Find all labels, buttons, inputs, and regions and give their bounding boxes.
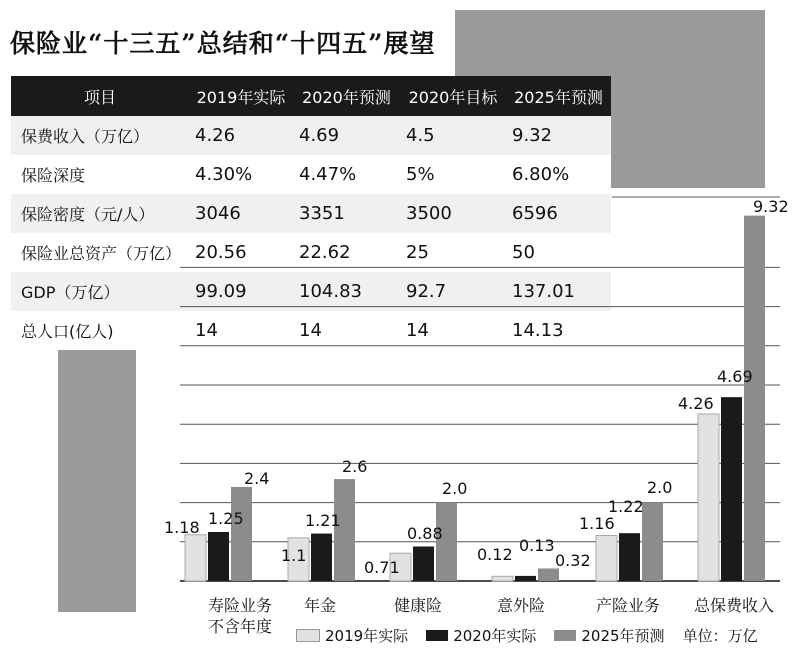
bar	[492, 576, 513, 581]
legend-label: 2025年预测	[581, 627, 665, 645]
category-label: 意外险	[496, 596, 546, 615]
bar-value-label: 1.1	[281, 546, 307, 565]
bar	[311, 534, 332, 581]
bar-value-label: 0.32	[555, 551, 591, 570]
bar	[596, 536, 617, 581]
category-label: 年金	[303, 596, 337, 615]
bar	[744, 216, 765, 581]
bar	[698, 414, 719, 581]
table-cell: 4.5	[406, 125, 435, 146]
unit-label: 单位：万亿	[682, 627, 758, 645]
bar-value-label: 1.16	[579, 514, 615, 533]
table-cell: 9.32	[512, 125, 553, 146]
table-header: 2025年预测	[514, 87, 603, 107]
bar	[538, 568, 559, 581]
bar	[721, 397, 742, 581]
table-cell: 3046	[195, 203, 241, 224]
table-cell: 25	[406, 242, 429, 263]
category-label: 总保费收入	[693, 596, 775, 615]
bar-value-label: 1.21	[305, 511, 341, 530]
table-cell: 14	[406, 320, 429, 341]
bar	[208, 532, 229, 581]
table-cell: 92.7	[406, 281, 447, 302]
table-header: 2020年目标	[408, 87, 498, 107]
legend-swatch	[296, 629, 320, 642]
row-label: 保险密度（元/人）	[21, 205, 155, 224]
table-cell: 20.56	[195, 242, 247, 263]
bar	[515, 576, 536, 581]
row-label: 保费收入（万亿）	[21, 127, 150, 146]
chart-legend	[296, 625, 758, 646]
legend-item	[554, 625, 664, 646]
bar-value-label: 9.32	[753, 197, 789, 216]
bar-value-label: 2.0	[647, 478, 673, 497]
bar-value-label: 4.69	[717, 367, 753, 386]
table-cell: 4.47%	[299, 164, 357, 185]
page-title: 保险业“十三五”总结和“十四五”展望	[10, 29, 436, 58]
legend-item	[296, 625, 408, 646]
legend-item	[426, 625, 536, 646]
table-cell: 14	[299, 320, 322, 341]
category-label: 健康险	[393, 596, 443, 615]
table-cell: 50	[512, 242, 535, 263]
legend-label: 2019年实际	[325, 627, 409, 645]
table-cell: 22.62	[299, 242, 351, 263]
table-cell: 99.09	[195, 281, 247, 302]
category-label: 寿险业务不含年度	[207, 596, 273, 636]
table-cell: 137.01	[512, 281, 575, 302]
bar	[185, 535, 206, 581]
legend-swatch	[554, 630, 576, 641]
bar	[231, 487, 252, 581]
table-cell: 3500	[406, 203, 452, 224]
row-label: 保险深度	[21, 166, 86, 185]
legend-label: 2020年实际	[453, 627, 537, 645]
table-cell: 4.69	[299, 125, 340, 146]
bar	[619, 533, 640, 581]
table-header: 2020年预测	[302, 87, 391, 107]
table-cell: 14.13	[512, 320, 564, 341]
bar-value-label: 1.25	[208, 509, 244, 528]
table-cell: 104.83	[299, 281, 362, 302]
bar-value-label: 0.88	[407, 524, 443, 543]
row-label: 保险业总资产（万亿）	[21, 244, 182, 263]
bar-value-label: 0.71	[364, 558, 400, 577]
bar-value-label: 4.26	[678, 394, 714, 413]
row-label: 总人口(亿人)	[21, 322, 114, 341]
bar-value-label: 2.6	[342, 457, 368, 476]
table-header: 2019年实际	[196, 87, 286, 107]
bar	[334, 479, 355, 581]
legend-swatch	[426, 630, 448, 641]
bar-value-label: 1.22	[608, 497, 644, 516]
table-cell: 3351	[299, 203, 345, 224]
bar-value-label: 0.13	[519, 536, 555, 555]
bar	[413, 547, 434, 581]
table-cell: 5%	[406, 164, 435, 185]
table-cell: 6596	[512, 203, 558, 224]
category-label: 产险业务	[595, 596, 661, 615]
bar-value-label: 2.4	[244, 469, 270, 488]
bar-value-label: 1.18	[164, 518, 200, 537]
table-cell: 6.80%	[512, 164, 570, 185]
row-label: GDP（万亿）	[21, 283, 120, 302]
bar-value-label: 0.12	[477, 545, 513, 564]
table-cell: 4.26	[195, 125, 236, 146]
bar	[642, 503, 663, 581]
bar-value-label: 2.0	[442, 479, 468, 498]
table-cell: 14	[195, 320, 218, 341]
table-cell: 4.30%	[195, 164, 253, 185]
table-header: 项目	[83, 87, 116, 107]
